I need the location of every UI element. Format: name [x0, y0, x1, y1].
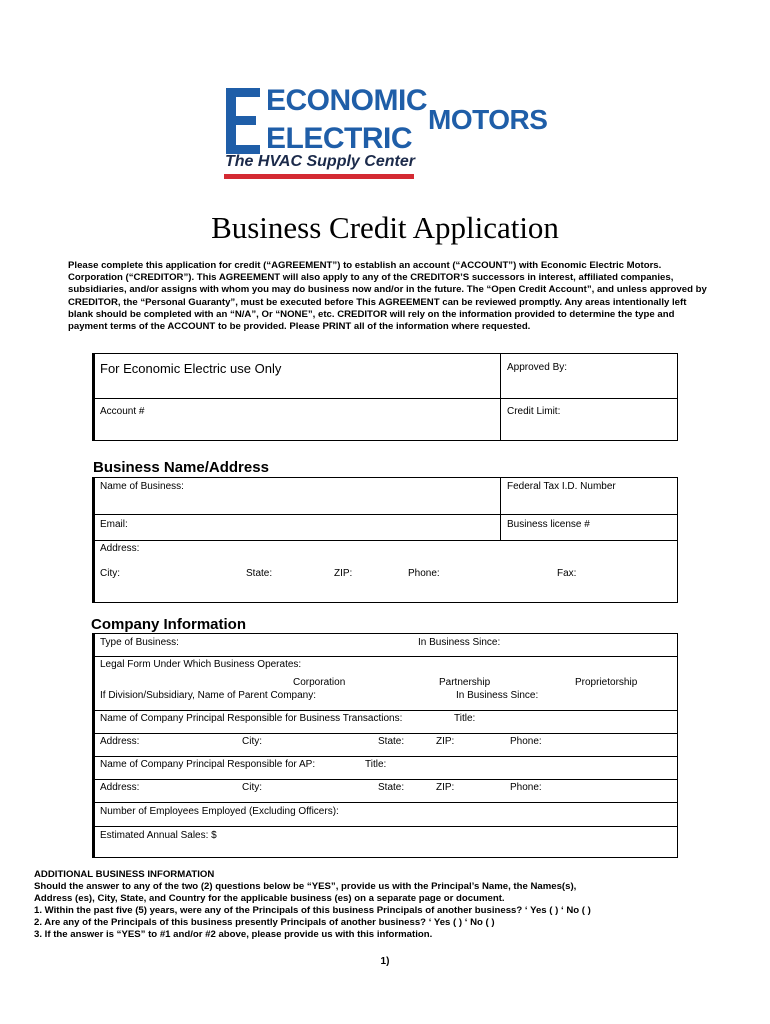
- ap-principal-name-field[interactable]: Name of Company Principal Responsible for AP:: [100, 759, 316, 770]
- email-field[interactable]: Email:: [100, 519, 128, 530]
- principal-title-field[interactable]: Title:: [454, 713, 476, 724]
- approved-by-field[interactable]: Approved By:: [507, 362, 568, 373]
- principal-name-field[interactable]: Name of Company Principal Responsible for Business Transactions:: [100, 713, 403, 724]
- employees-count-field[interactable]: Number of Employees Employed (Excluding Officers):: [100, 806, 339, 817]
- ap-principal-title-field[interactable]: Title:: [365, 759, 387, 770]
- intro-paragraph: Please complete this application for credit (“AGREEMENT”) to establish an account (“ACCOUNT”) with Economic Electric Motors. Corporation (“CREDITOR”). This AGREEMENT will also apply to any of the CREDITOR’S successors in interest, affiliated companies, subsidiaries, and/or assigns with whom you may do business now and/or in the future. The “Open Credit Account”, and unless approved by CREDITOR, the “Personal Guaranty”, must be executed before This AGREEMENT can be reviewed promptly. Any areas intentionally left blank should be completed with an “N/A”, Or “NONE”, etc. CREDITOR will rely on the information provided to determine the type and payment terms of the ACCOUNT to be provided. Please PRINT all of the information where requested.: [68, 260, 707, 333]
- legal-form-label: Legal Form Under Which Business Operates:: [100, 659, 302, 670]
- type-of-business-field[interactable]: Type of Business:: [100, 637, 179, 648]
- partnership-option[interactable]: Partnership: [439, 677, 491, 688]
- parent-in-business-since-field[interactable]: In Business Since:: [456, 690, 539, 701]
- zip-field[interactable]: ZIP:: [334, 568, 353, 579]
- logo-text-motors: MOTORS: [428, 104, 548, 135]
- additional-info-section: [34, 869, 744, 941]
- question-1[interactable]: 1. Within the past five (5) years, were any of the Principals of this business Principals of another business? ‘ Yes ( ) ‘ No ( ): [34, 905, 591, 916]
- logo-red-underline: [224, 174, 414, 179]
- additional-info-line1: Should the answer to any of the two (2) questions below be “YES”, provide us with the Principal’s Name, the Names(s),: [34, 881, 577, 892]
- federal-tax-id-field[interactable]: Federal Tax I.D. Number: [507, 481, 616, 492]
- principal-phone-field[interactable]: Phone:: [510, 736, 542, 747]
- corporation-option[interactable]: Corporation: [293, 677, 346, 688]
- state-field[interactable]: State:: [246, 568, 273, 579]
- business-section-heading: Business Name/Address: [93, 459, 269, 476]
- ap-state-field[interactable]: State:: [378, 782, 405, 793]
- company-logo: [222, 84, 548, 182]
- additional-info-line2: Address (es), City, State, and Country for the applicable business (es) on a separate page or document.: [34, 893, 505, 904]
- proprietorship-option[interactable]: Proprietorship: [575, 677, 638, 688]
- page-title: Business Credit Application: [211, 210, 559, 245]
- ap-address-field[interactable]: Address:: [100, 782, 140, 793]
- city-field[interactable]: City:: [100, 568, 120, 579]
- ap-phone-field[interactable]: Phone:: [510, 782, 542, 793]
- credit-limit-field[interactable]: Credit Limit:: [507, 406, 561, 417]
- office-use-heading: For Economic Electric use Only: [100, 361, 282, 376]
- estimated-annual-sales-field[interactable]: Estimated Annual Sales: $: [100, 830, 217, 841]
- question-3: 3. If the answer is “YES” to #1 and/or #2 above, please provide us with this information.: [34, 929, 433, 940]
- ap-zip-field[interactable]: ZIP:: [436, 782, 455, 793]
- account-number-field[interactable]: Account #: [100, 406, 145, 417]
- fax-field[interactable]: Fax:: [557, 568, 577, 579]
- business-license-field[interactable]: Business license #: [507, 519, 590, 530]
- principal-address-field[interactable]: Address:: [100, 736, 140, 747]
- business-name-field[interactable]: Name of Business:: [100, 481, 184, 492]
- logo-tagline: The HVAC Supply Center: [225, 153, 415, 170]
- principal-zip-field[interactable]: ZIP:: [436, 736, 455, 747]
- principal-state-field[interactable]: State:: [378, 736, 405, 747]
- company-section-heading: Company Information: [91, 616, 247, 633]
- parent-company-field[interactable]: If Division/Subsidiary, Name of Parent Company:: [100, 690, 317, 701]
- principal-city-field[interactable]: City:: [242, 736, 262, 747]
- phone-field[interactable]: Phone:: [408, 568, 440, 579]
- logo-text-electric: ELECTRIC: [266, 122, 412, 155]
- in-business-since-field[interactable]: In Business Since:: [418, 637, 501, 648]
- address-field[interactable]: Address:: [100, 543, 140, 554]
- question-2[interactable]: 2. Are any of the Principals of this business presently Principals of another business? ‘ Yes ( ) ‘ No ( ): [34, 917, 495, 928]
- page-number: 1): [380, 956, 390, 967]
- logo-e-mark: [222, 88, 262, 154]
- ap-city-field[interactable]: City:: [242, 782, 262, 793]
- logo-text-economic: ECONOMIC: [266, 84, 427, 117]
- additional-info-heading: ADDITIONAL BUSINESS INFORMATION: [34, 869, 215, 880]
